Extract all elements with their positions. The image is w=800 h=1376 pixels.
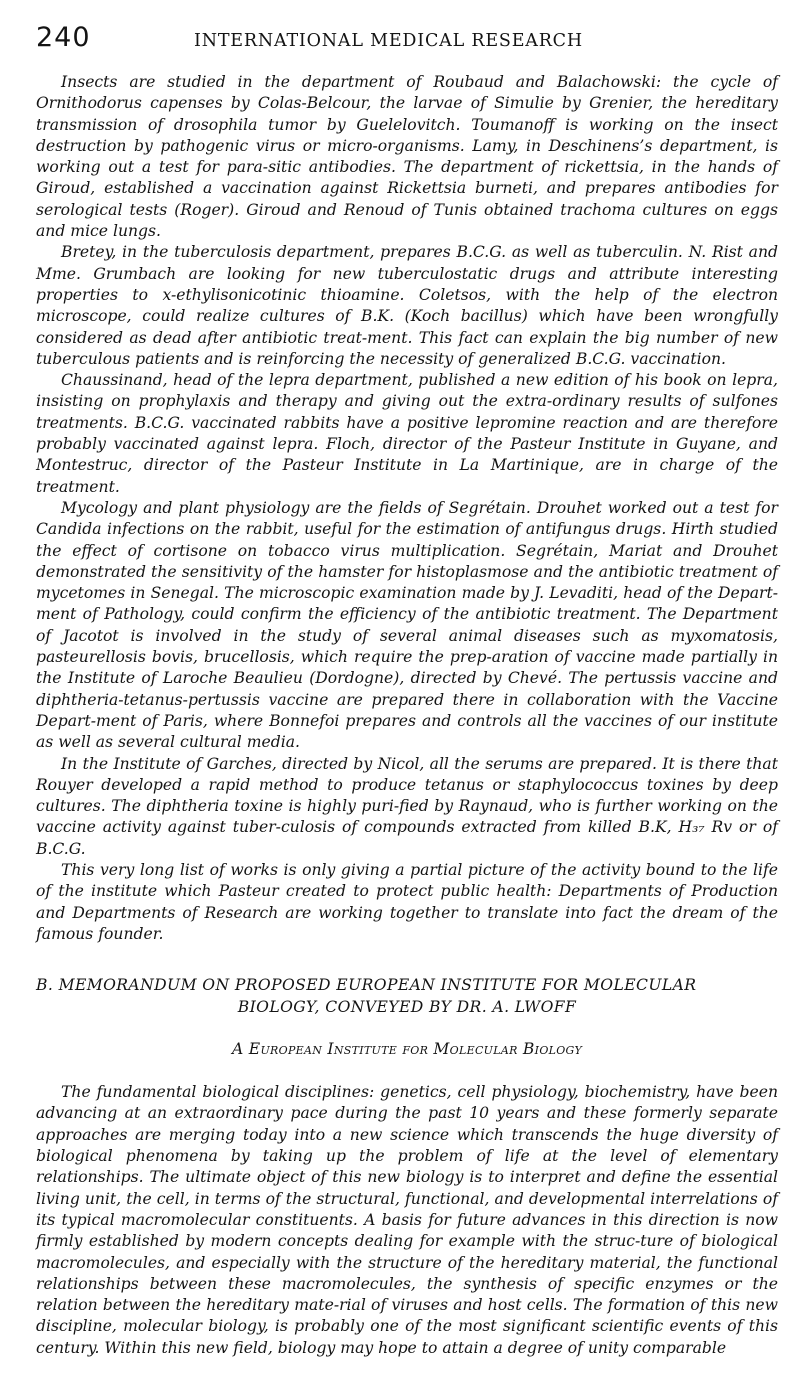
paragraph-garches: In the Institute of Garches, directed by Nicol, all the serums are prepared. It is there that Rouyer developed a rapid method to produce tetanus or staphylococcus toxines by deep cultures. The diphtheria toxine is highly puri-fied by Raynaud, who is further working on the vaccine activity against tuber-culosis of compounds extracted from killed B.K, H₃₇ Rv or of B.C.G. [36, 754, 778, 858]
running-head [36, 22, 778, 62]
paragraph-tuberculosis: Bretey, in the tuberculosis department, prepares B.C.G. as well as tuberculin. N. Rist and Mme. Grumbach are looking for new tuberculostatic drugs and attribute interesting properties to x-ethylisonicotinic thioamine. Coletsos, with the help of the electron microscope, could realize cultures of B.K. (Koch bacillus) which have been wrongfully considered as dead after antibiotic treat-ment. This fact can explain the big number of new tuberculous patients and is reinforcing the necessity of generalized B.C.G. vaccination. [36, 243, 778, 368]
paragraph-lepra: Chaussinand, head of the lepra department, published a new edition of his book on lepra, insisting on prophylaxis and therapy and giving out the extra-ordinary results of sulfones treatments. B.C.G. vaccinated rabbits have a positive lepromine reaction and are therefore probably vaccinated against lepra. Floch, director of the Pasteur Institute in Guyane, and Montestruc, director of the Pasteur Institute in La Martinique, are in charge of the treatment. [36, 371, 778, 496]
paragraph-molecular-biology: The fundamental biological disciplines: genetics, cell physiology, biochemistry, have been advancing at an extraordinary pace during the past 10 years and these formerly separate approaches are merging today into a new science which transcends the huge diversity of biological phenomena by taking up the problem of life at the level of elementary relationships. The ultimate object of this new biology is to interpret and define the essential living unit, the cell, in terms of the structural, functional, and developmental interrelations of its typical macromolecular constituents. A basis for future advances in this direction is now firmly established by modern concepts dealing for example with the struc-ture of biological macromolecules, and especially with the structure of the hereditary material, the functional relationships between these macromolecules, the synthesis of specific enzymes or the relation between the hereditary mate-rial of viruses and host cells. The formation of this new discipline, molecular biology, is probably one of the most significant scientific events of this century. Within this new field, biology may hope to attain a degree of unity comparable [36, 1083, 778, 1357]
journal-title: INTERNATIONAL MEDICAL RESEARCH [194, 31, 583, 51]
paragraph-mycology: Mycology and plant physiology are the fields of Segrétain. Drouhet worked out a test for Candida infections on the rabbit, useful for the estimation of antifungus drugs. Hirth studied the effect of cortisone on tobacco virus multiplication. Segrétain, Mariat and Drouhet demonstrated the sensitivity of the hamster for histoplasmose and the antibiotic treatment of mycetomes in Senegal. The microscopic examination made by J. Levaditi, head of the Depart-ment of Pathology, could confirm the efficiency of the antibiotic treatment. The Department of Jacotot is involved in the study of several animal diseases such as myxomatosis, pasteurellosis bovis, brucellosis, which require the prep-aration of vaccine made partially in the Institute of Laroche Beaulieu (Dordogne), directed by Chevé. The pertussis vaccine and diphtheria-tetanus-pertussis vaccine are prepared there in collaboration with the Vaccine Depart-ment of Paris, where Bonnefoi prepares and controls all the vaccines of our institute as well as several cultural media. [36, 498, 778, 752]
body-text [36, 72, 778, 945]
section-heading-line-1: B. MEMORANDUM ON PROPOSED EUROPEAN INSTITUTE FOR MOLECULAR [36, 976, 697, 995]
section-heading [36, 974, 778, 1018]
page-number: 240 [36, 22, 91, 53]
paragraph-insects: Insects are studied in the department of Roubaud and Balachowski: the cycle of Ornithodorus capenses by Colas-Belcour, the larvae of Simulie by Grenier, the hereditary transmission of drosophila tumor by Guelelovitch. Toumanoff is working on the insect destruction by pathogenic virus or micro-organisms. Lamy, in Deschinens’s department, is working out a test for para-sitic antibodies. The department of rickettsia, in the hands of Giroud, established a vaccination against Rickettsia burneti, and prepares antibodies for serological tests (Roger). Giroud and Renoud of Tunis obtained trachoma cultures on eggs and mice lungs. [36, 73, 778, 241]
paragraph-summary: This very long list of works is only giving a partial picture of the activity bound to the life of the institute which Pasteur created to protect public health: Departments of Production and Departments of Research are working together to translate into fact the dream of the famous founder. [36, 860, 778, 943]
section-subtitle: A European Institute for Molecular Biology [231, 1040, 583, 1059]
section-body [36, 1082, 778, 1359]
section-heading-line-2: BIOLOGY, CONVEYED BY DR. A. LWOFF [237, 998, 577, 1017]
